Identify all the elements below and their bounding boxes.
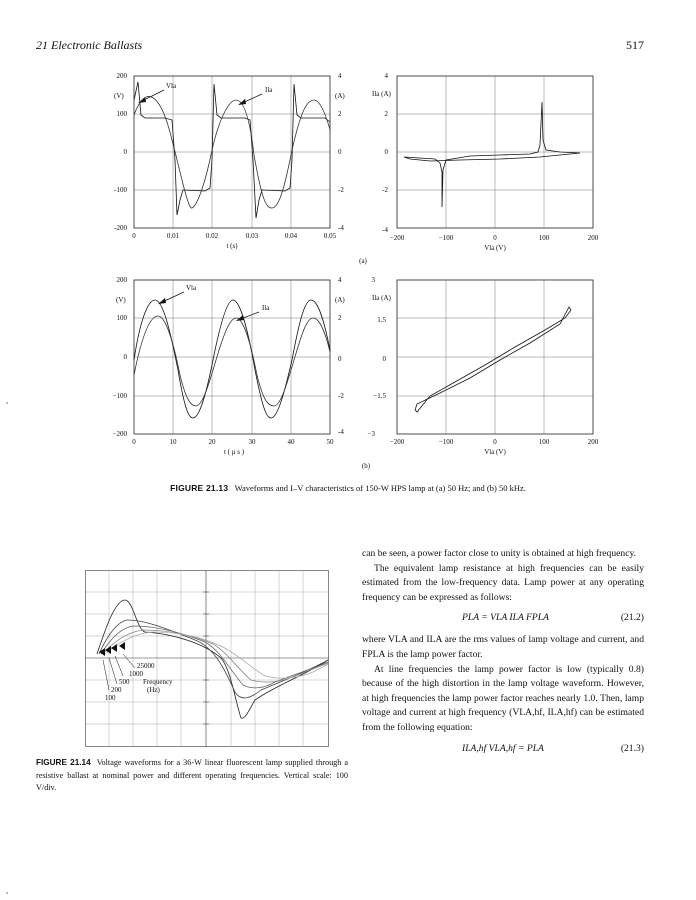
b-iv-ytick: −1.5: [373, 392, 386, 400]
a-left-ytick: 200: [116, 72, 127, 80]
fig14-freq-100: 100: [105, 694, 116, 702]
b-iv-ytick: 0: [382, 355, 386, 363]
b-iv-xtick: −100: [438, 438, 454, 446]
panel-b-iv: [368, 276, 599, 456]
fig14-freq-500: 500: [119, 678, 130, 686]
b-left-ytick: 0: [123, 353, 127, 361]
equation-21-2-number: (21.2): [620, 612, 644, 624]
a-iv-ytick: 2: [384, 110, 388, 118]
panel-b-waveform: [113, 276, 346, 456]
b-iv-xlabel: Vla (V): [484, 448, 506, 456]
a-voltage-trace: [134, 82, 330, 218]
a-left-unit-v: (V): [114, 92, 124, 100]
fig14-freq-200: 200: [111, 686, 122, 694]
a-right-ytick: 0: [338, 148, 342, 156]
a-xtick: 0.03: [245, 232, 259, 240]
b-current-trace: [134, 316, 330, 406]
a-iv-ytick: -4: [382, 226, 388, 234]
running-head-chapter: 21 Electronic Ballasts: [36, 38, 143, 52]
b-iv-ytick: 1.5: [377, 316, 386, 324]
a-right-ytick: -2: [338, 186, 344, 194]
fig14-arrow: [99, 648, 105, 656]
b-iv-loop: [415, 307, 571, 412]
equation-21-2-formula: PLA = VLA ILA FPLA: [462, 612, 549, 624]
figure-21-14: [85, 570, 330, 748]
b-iv-xtick: 100: [538, 438, 550, 446]
a-xtick: 0: [132, 232, 136, 240]
a-current-trace: [134, 96, 330, 208]
body-text-column: [362, 547, 644, 764]
a-left-ytick: -200: [114, 224, 127, 232]
fig14-leader: [103, 660, 109, 690]
a-iv-xtick: −100: [438, 234, 454, 242]
a-iv-xtick: −200: [389, 234, 405, 242]
figure-21-14-text: Voltage waveforms for a 36-W linear fluorescent lamp supplied through a resistive ballast at nominal power and different operating frequencies. Vertical scale: 100 V/div.: [36, 758, 348, 793]
b-xtick: 10: [169, 438, 177, 446]
b-iv-ytick: 3: [371, 276, 375, 284]
figure-21-13-caption: [0, 483, 696, 493]
a-iv-xtick: 100: [538, 234, 550, 242]
a-right-ytick: 4: [338, 72, 342, 80]
equation-21-3-number: (21.3): [620, 742, 644, 754]
paragraph-3: where VLA and ILA are the rms values of lamp voltage and current, and FPLA is the lamp power factor.: [362, 634, 644, 660]
b-left-ytick: −100: [112, 392, 127, 400]
b-label-ila: Ila: [262, 304, 270, 312]
a-xlabel: t (s): [226, 242, 238, 250]
fig14-trace-100hz: [97, 600, 328, 718]
panel-b-tag: (b): [361, 462, 371, 470]
a-xtick: 0.05: [323, 232, 337, 240]
b-left-ytick: 100: [116, 314, 127, 322]
a-iv-ytick: 4: [384, 72, 388, 80]
figure-21-14-label: FIGURE 21.14: [36, 758, 91, 767]
fig14-freq-25000: 25000: [137, 662, 155, 670]
panel-a-tag: (a): [359, 257, 367, 265]
a-iv-ytick: -2: [382, 186, 388, 194]
b-iv-xtick: 0: [493, 438, 497, 446]
a-iv-xtick: 0: [493, 234, 497, 242]
a-xtick: 0.01: [166, 232, 180, 240]
a-left-ytick: 100: [116, 110, 127, 118]
figure-21-13: [0, 60, 696, 480]
b-iv-xtick: −200: [389, 438, 405, 446]
fig14-leader: [115, 656, 123, 676]
b-xtick: 0: [132, 438, 136, 446]
a-iv-ytick: 0: [384, 148, 388, 156]
a-left-ytick: 0: [123, 148, 127, 156]
b-left-ytick: 200: [116, 276, 127, 284]
a-right-unit-a: (A): [335, 92, 345, 100]
figure-21-13-text: Waveforms and I–V characteristics of 150-W HPS lamp at (a) 50 Hz; and (b) 50 kHz.: [234, 483, 526, 493]
fig14-freq-1000: 1000: [129, 670, 143, 678]
equation-21-3: [362, 736, 644, 764]
b-right-ytick: 2: [338, 314, 342, 322]
scan-dot: [6, 402, 8, 404]
paragraph-2: The equivalent lamp resistance at high frequencies can be easily estimated from the low-frequency data. Lamp power at any operating frequency can be expressed as follows:: [362, 562, 644, 603]
a-right-ytick: -4: [338, 224, 344, 232]
b-xlabel: t ( μ s ): [223, 448, 245, 456]
a-xtick: 0.04: [284, 232, 298, 240]
b-right-unit-a: (A): [335, 296, 345, 304]
equation-21-3-formula: ILA,hf VLA,hf = PLA: [462, 742, 544, 754]
b-label-vla: Vla: [186, 284, 197, 292]
a-iv-xtick: 200: [587, 234, 599, 242]
panel-a-iv: [372, 72, 599, 252]
b-xtick: 40: [287, 438, 295, 446]
b-left-ytick: −200: [112, 430, 127, 438]
b-right-ytick: 4: [338, 276, 342, 284]
figure-21-13-label: FIGURE 21.13: [170, 483, 229, 493]
b-voltage-trace: [134, 300, 330, 418]
b-xtick: 30: [248, 438, 256, 446]
panel-a-waveform: [114, 72, 345, 250]
scan-dot: [6, 892, 8, 894]
b-right-ytick: -4: [338, 428, 344, 436]
b-iv-xtick: 200: [587, 438, 599, 446]
figure-21-14-caption: [36, 757, 348, 795]
a-label-ila: Ila: [265, 86, 273, 94]
fig14-trace-200hz: [99, 620, 328, 698]
fig14-frequency-title: Frequency: [143, 678, 173, 686]
b-left-unit-v: (V): [116, 296, 126, 304]
paragraph-1: can be seen, a power factor close to unity is obtained at high frequency.: [362, 548, 637, 559]
b-right-ytick: 0: [338, 355, 342, 363]
a-iv-ylabel: Ila (A): [372, 90, 391, 98]
equation-21-2: [362, 605, 644, 633]
a-xtick: 0.02: [205, 232, 219, 240]
b-xtick: 20: [208, 438, 216, 446]
a-iv-loop: [404, 102, 580, 207]
b-iv-ylabel: Ila (A): [372, 294, 391, 302]
fig14-unit: (Hz): [147, 686, 160, 694]
b-iv-ytick: −3: [367, 430, 375, 438]
a-right-ytick: 2: [338, 110, 342, 118]
page-number: 517: [626, 38, 644, 52]
b-right-ytick: -2: [338, 392, 344, 400]
b-xtick: 50: [326, 438, 334, 446]
a-label-vla: Vla: [166, 82, 177, 90]
paragraph-4: At line frequencies the lamp power factor is low (typically 0.8) because of the high distortion in the lamp voltage waveform. However, at high frequencies the lamp power factor reaches nearly 1.0. Then, lamp voltage and current at high frequency (VLA,hf, ILA,hf) can be estimated from the following equation:: [362, 663, 644, 733]
a-left-ytick: -100: [114, 186, 127, 194]
a-iv-xlabel: Vla (V): [484, 244, 506, 252]
